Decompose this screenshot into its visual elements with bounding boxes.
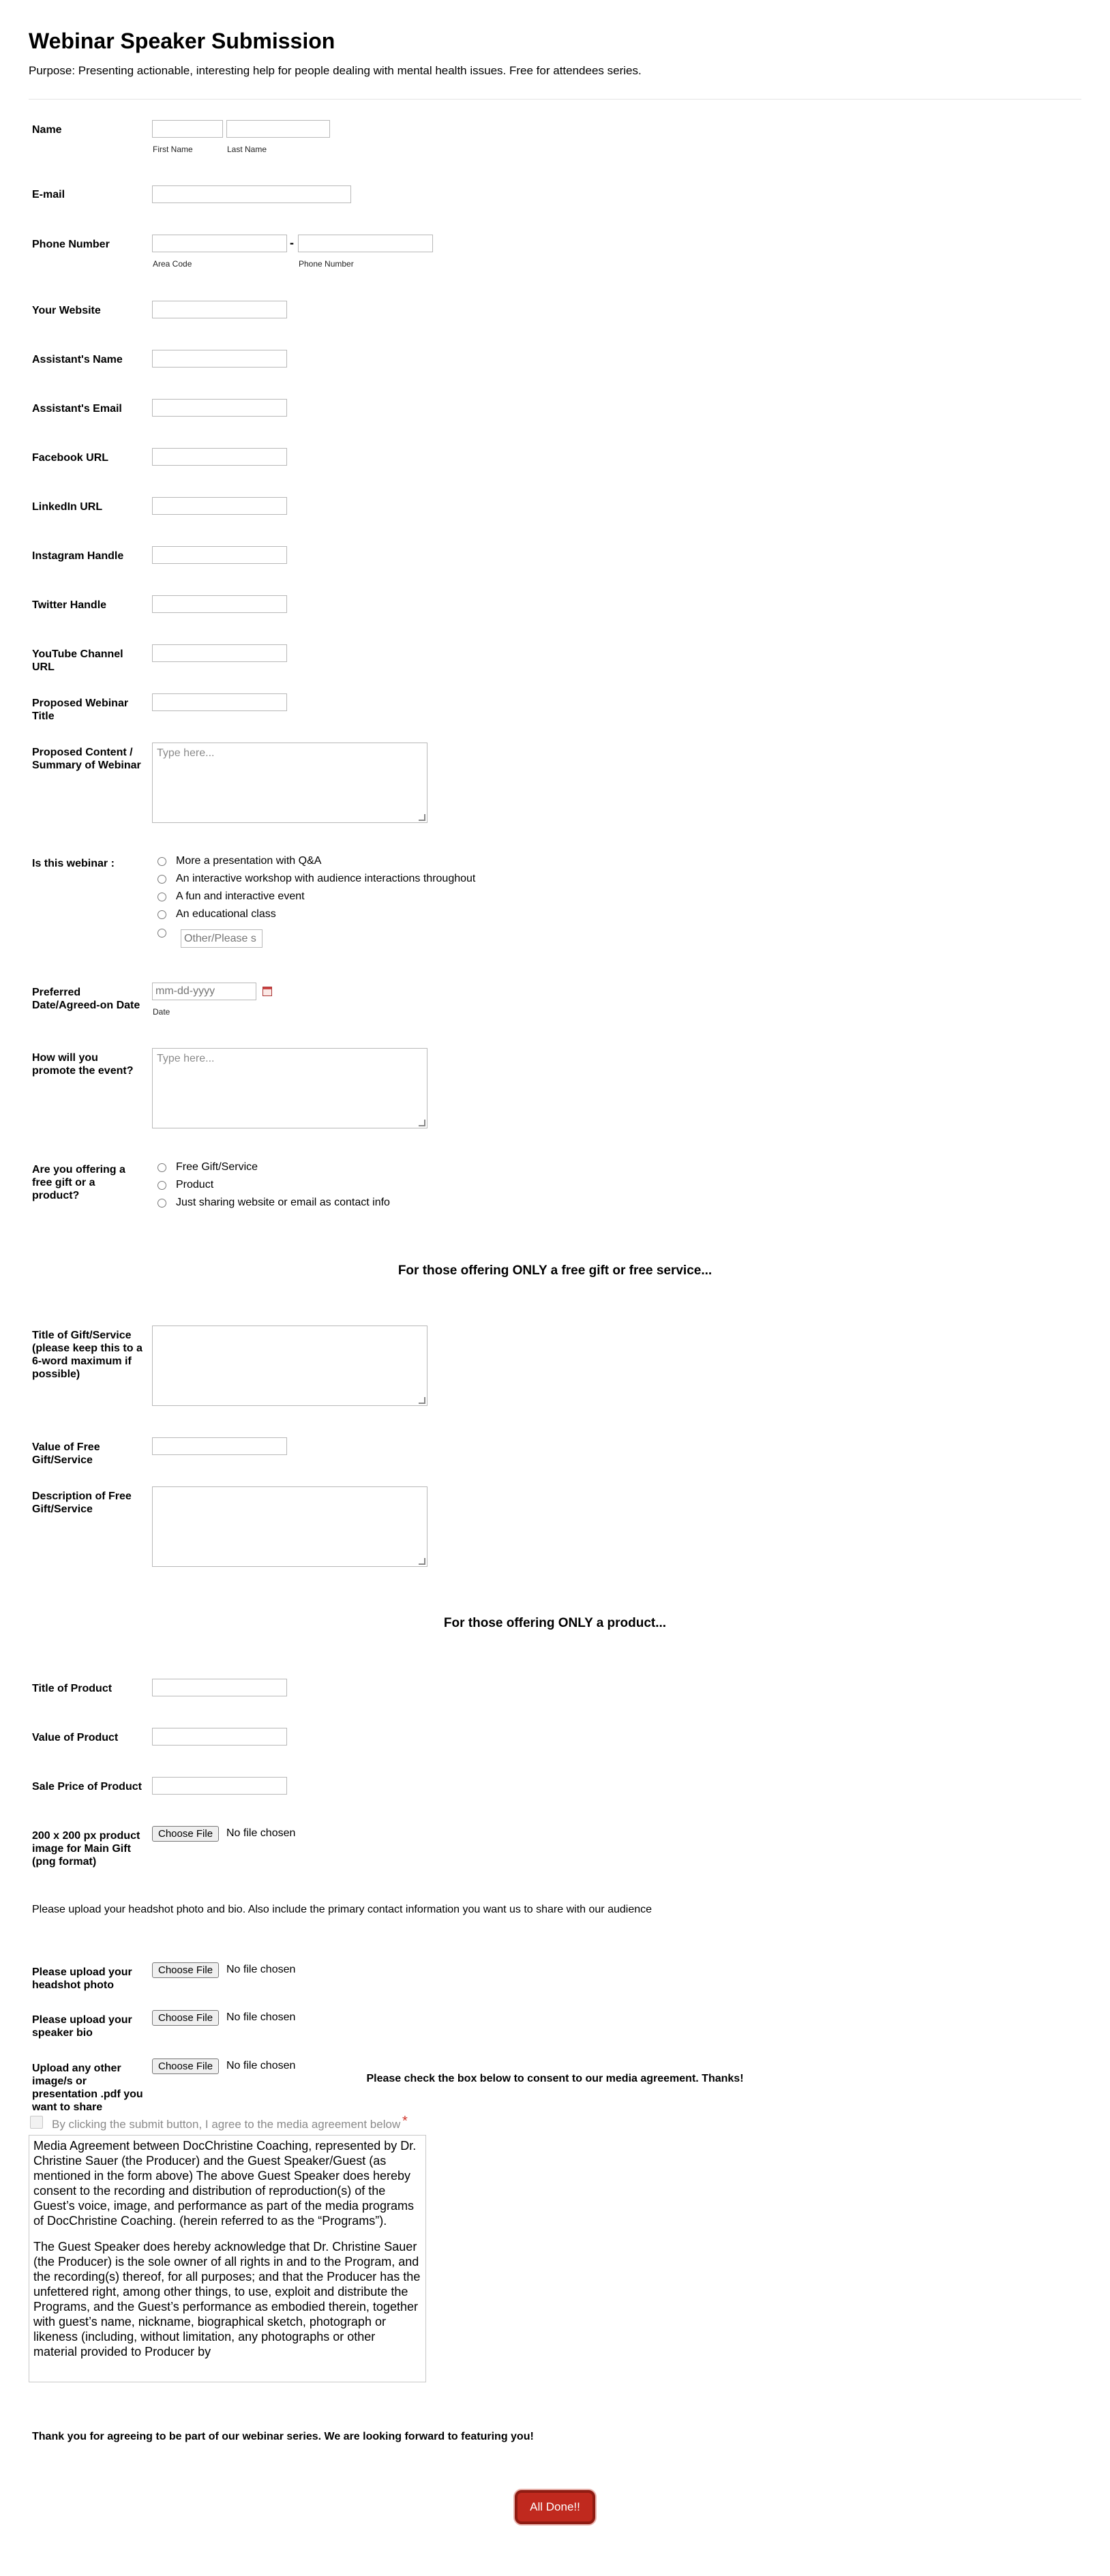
offering-label-line1: Are you offering a (32, 1164, 125, 1175)
headshot-label-line2: headshot photo (32, 1979, 114, 1991)
webinar-type-option-2: An interactive workshop with audience interactions throughout (176, 873, 476, 884)
promote-placeholder: Type here... (157, 1053, 215, 1064)
bio-label-line2: speaker bio (32, 2027, 93, 2039)
bio-choose-button[interactable]: Choose File (152, 2010, 219, 2026)
headshot-label-line1: Please upload your (32, 1966, 132, 1978)
calendar-icon[interactable] (262, 987, 272, 996)
consent-checkbox-label: By clicking the submit button, I agree to the media agreement below (52, 2118, 401, 2131)
product-image-label-line3: (png format) (32, 1856, 97, 1868)
email-label: E-mail (32, 189, 65, 200)
summary-label-line1: Proposed Content / (32, 747, 133, 758)
consent-heading: Please check the box below to consent to our media agreement. Thanks! (366, 2073, 744, 2084)
other-upload-label-line3: presentation .pdf you (32, 2088, 143, 2100)
date-sublabel: Date (153, 1007, 170, 1017)
gift-value-label (32, 1441, 100, 1467)
headshot-choose-button[interactable]: Choose File (152, 1962, 219, 1978)
resize-handle-icon[interactable] (419, 1120, 425, 1126)
area-code-input[interactable] (152, 235, 287, 252)
date-input[interactable] (152, 983, 256, 1000)
product-title-label: Title of Product (32, 1683, 112, 1694)
facebook-input[interactable] (152, 448, 287, 466)
product-image-label-line1: 200 x 200 px product (32, 1830, 140, 1842)
first-name-input[interactable] (152, 120, 223, 138)
sale-price-label: Sale Price of Product (32, 1781, 142, 1793)
webinar-title-label (32, 697, 128, 723)
webinar-type-other-input[interactable] (181, 929, 262, 948)
other-upload-choose-button[interactable]: Choose File (152, 2058, 219, 2074)
name-label: Name (32, 124, 62, 136)
resize-handle-icon[interactable] (419, 1397, 425, 1404)
gift-value-label-line2: Gift/Service (32, 1454, 93, 1466)
header-divider (29, 99, 1081, 100)
gift-title-label-line4: possible) (32, 1368, 80, 1380)
website-input[interactable] (152, 301, 287, 318)
webinar-type-radio-2[interactable] (158, 875, 166, 884)
offering-option-1: Free Gift/Service (176, 1161, 258, 1173)
gift-description-textarea[interactable] (152, 1486, 427, 1567)
product-image-file-status: No file chosen (226, 1827, 296, 1839)
offering-radio-2[interactable] (158, 1181, 166, 1190)
webinar-title-input[interactable] (152, 693, 287, 711)
offering-radio-1[interactable] (158, 1163, 166, 1172)
date-label-line2: Date/Agreed-on Date (32, 1000, 140, 1011)
other-upload-file-status: No file chosen (226, 2060, 296, 2071)
resize-handle-icon[interactable] (419, 1558, 425, 1565)
date-label-line1: Preferred (32, 987, 81, 998)
gift-title-label-line2: (please keep this to a (32, 1343, 142, 1354)
webinar-type-label: Is this webinar : (32, 858, 115, 869)
product-title-input[interactable] (152, 1679, 287, 1696)
youtube-input[interactable] (152, 644, 287, 662)
webinar-type-radio-4[interactable] (158, 910, 166, 919)
promote-label-line2: promote the event? (32, 1065, 134, 1077)
gift-description-label (32, 1490, 132, 1516)
phone-dash: - (290, 236, 294, 250)
assistant-email-label: Assistant's Email (32, 403, 122, 415)
thank-you-text: Thank you for agreeing to be part of our webinar series. We are looking forward to featuring you! (32, 2431, 534, 2442)
bio-label (32, 2013, 132, 2039)
gift-value-label-line1: Value of Free (32, 1441, 100, 1453)
resize-handle-icon[interactable] (419, 814, 425, 821)
product-value-label: Value of Product (32, 1732, 119, 1743)
summary-label (32, 746, 141, 772)
facebook-label: Facebook URL (32, 452, 109, 464)
youtube-label-line1: YouTube Channel (32, 648, 123, 660)
twitter-input[interactable] (152, 595, 287, 613)
other-upload-label-line4: want to share (32, 2101, 103, 2113)
youtube-label (32, 648, 123, 674)
sale-price-input[interactable] (152, 1777, 287, 1795)
linkedin-label: LinkedIn URL (32, 501, 103, 513)
promote-textarea[interactable] (152, 1048, 427, 1128)
webinar-type-option-4: An educational class (176, 908, 276, 920)
twitter-label: Twitter Handle (32, 599, 107, 611)
summary-placeholder: Type here... (157, 747, 215, 759)
headshot-file-status: No file chosen (226, 1964, 296, 1975)
required-marker: * (402, 2114, 408, 2129)
linkedin-input[interactable] (152, 497, 287, 515)
consent-checkbox[interactable] (30, 2116, 43, 2129)
webinar-type-radio-1[interactable] (158, 857, 166, 866)
phone-label: Phone Number (32, 239, 110, 250)
other-upload-label-line2: image/s or (32, 2076, 87, 2087)
last-name-input[interactable] (226, 120, 330, 138)
headshot-label (32, 1966, 132, 1992)
uploads-intro: Please upload your headshot photo and bio. Also include the primary contact information you want us to share with our audience (32, 1904, 652, 1915)
webinar-title-label-line2: Title (32, 710, 55, 722)
offering-option-2: Product (176, 1179, 214, 1190)
summary-textarea[interactable] (152, 743, 427, 823)
webinar-type-radio-other[interactable] (158, 929, 166, 938)
form-title: Webinar Speaker Submission (29, 29, 335, 53)
webinar-type-option-1: More a presentation with Q&A (176, 855, 322, 867)
summary-label-line2: Summary of Webinar (32, 760, 141, 771)
offering-label-line2: free gift or a (32, 1177, 95, 1188)
agreement-paragraph-1: Media Agreement between DocChristine Coaching, represented by Dr. Christine Sauer (the Producer) and the Guest Speaker/Guest (as mentioned in the form above) The above Guest Speaker does hereby consent to the recording and distribution of reproduction(s) of the Guest’s voice, image, and performance as part of the media programs of DocChristine Coaching. (herein referred to as the “Programs”). (33, 2139, 417, 2228)
form-subtitle: Purpose: Presenting actionable, interesting help for people dealing with mental health issues. Free for attendees series. (29, 64, 642, 77)
first-name-sublabel: First Name (153, 145, 193, 154)
product-image-choose-button[interactable]: Choose File (152, 1826, 219, 1842)
webinar-type-radio-3[interactable] (158, 893, 166, 901)
gift-title-textarea[interactable] (152, 1326, 427, 1406)
offering-label (32, 1163, 125, 1202)
other-upload-label (32, 2062, 143, 2114)
date-label (32, 986, 140, 1012)
gift-section-heading: For those offering ONLY a free gift or free service... (397, 1263, 712, 1278)
all-done-submit-button[interactable]: All Done!! (515, 2490, 595, 2524)
phone-number-sublabel: Phone Number (299, 259, 354, 269)
website-label: Your Website (32, 305, 101, 316)
assistant-email-input[interactable] (152, 399, 287, 417)
agreement-paragraph-2: The Guest Speaker does hereby acknowledge that Dr. Christine Sauer (the Producer) is the sole owner of all rights in and to the Program, and the recording(s) thereof, for all purposes; and that the Producer has the unfettered right, among other things, to use, exploit and distribute the Programs, and the Guest’s performance as embodied therein, together with guest’s name, nickname, biographical sketch, photograph or likeness (including, without limitation, any photographs or other material provided to Producer by (33, 2240, 421, 2358)
bio-file-status: No file chosen (226, 2011, 296, 2023)
bio-label-line1: Please upload your (32, 2014, 132, 2026)
other-upload-label-line1: Upload any other (32, 2063, 121, 2074)
gift-description-label-line2: Gift/Service (32, 1503, 93, 1515)
product-section-heading: For those offering ONLY a product... (443, 1616, 667, 1630)
instagram-input[interactable] (152, 546, 287, 564)
promote-label-line1: How will you (32, 1052, 98, 1064)
product-value-input[interactable] (152, 1728, 287, 1746)
email-input[interactable] (152, 185, 351, 203)
instagram-label: Instagram Handle (32, 550, 124, 562)
webinar-type-option-3: A fun and interactive event (176, 890, 305, 902)
gift-value-input[interactable] (152, 1437, 287, 1455)
media-agreement-box[interactable] (29, 2135, 426, 2382)
gift-title-label (32, 1329, 142, 1381)
assistant-name-label: Assistant's Name (32, 354, 123, 365)
offering-radio-3[interactable] (158, 1199, 166, 1208)
phone-number-input[interactable] (298, 235, 433, 252)
promote-label (32, 1051, 133, 1077)
assistant-name-input[interactable] (152, 350, 287, 368)
last-name-sublabel: Last Name (227, 145, 267, 154)
product-image-label (32, 1829, 140, 1868)
area-code-sublabel: Area Code (153, 259, 192, 269)
youtube-label-line2: URL (32, 661, 55, 673)
product-image-label-line2: image for Main Gift (32, 1843, 131, 1855)
gift-description-label-line1: Description of Free (32, 1491, 132, 1502)
offering-option-3: Just sharing website or email as contact info (176, 1197, 390, 1208)
offering-label-line3: product? (32, 1190, 80, 1201)
webinar-title-label-line1: Proposed Webinar (32, 698, 129, 709)
gift-title-label-line1: Title of Gift/Service (32, 1330, 132, 1341)
gift-title-label-line3: 6-word maximum if (32, 1356, 132, 1367)
